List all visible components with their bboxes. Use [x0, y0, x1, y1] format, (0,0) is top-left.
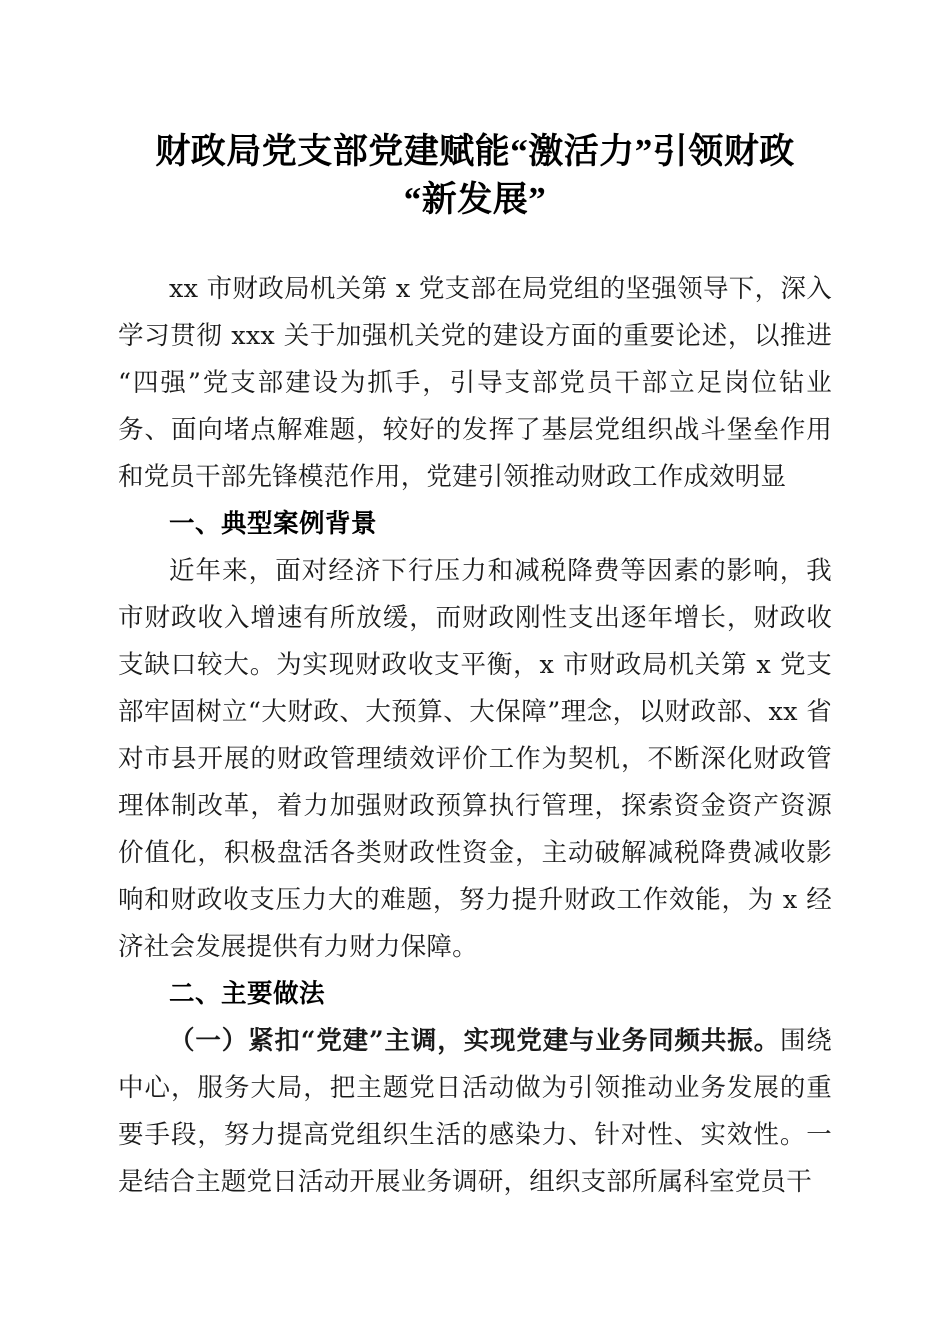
heading-section-one: 一、典型案例背景	[169, 510, 378, 538]
heading-section-two: 二、主要做法	[169, 980, 326, 1008]
intro-paragraph: xx 市财政局机关第 x 党支部在局党组的坚强领导下，深入学习贯彻 xxx 关于加强机关党的建设方面的重要论述，以推进“四强”党支部建设为抓手，引导支部党员干部立足岗位钻业务、面向堵点解难题，较好的发挥了基层党组织战斗堡垒作用和党员干部先锋模范作用，党建引领推动财政工作成效明显	[118, 274, 832, 492]
page-title-line-1: 财政局党支部党建赋能“激活力”引领财政	[155, 132, 795, 171]
section-one-paragraph: 近年来，面对经济下行压力和减税降费等因素的影响，我市财政收入增速有所放缓，而财政刚性支出逐年增长，财政收支缺口较大。为实现财政收支平衡，x 市财政局机关第 x 党支部牢固树立“大财政、大预算、大保障”理念，以财政部、xx 省对市县开展的财政管理绩效评价工作为契机，不断深化财政管理体制改革，着力加强财政预算执行管理，探索资金资产资源价值化，积极盘活各类财政性资金，主动破解减税降费减收影响和财政收支压力大的难题，努力提升财政工作效能，为 x 经济社会发展提供有力财力保障。	[118, 556, 832, 962]
page-title	[118, 0, 832, 224]
section-two-item-one-lead: （一）紧扣“党建”主调，实现党建与业务同频共振。	[169, 1026, 780, 1056]
section-two-item-one	[118, 1018, 832, 1206]
section-two-item-one-body: 围绕中心，服务大局，把主题党日活动做为引领推动业务发展的重要手段，努力提高党组织生活的感染力、针对性、实效性。一是结合主题党日活动开展业务调研，组织支部所属科室党员干	[118, 1026, 832, 1197]
page-title-line-2: “新发展”	[403, 180, 547, 219]
